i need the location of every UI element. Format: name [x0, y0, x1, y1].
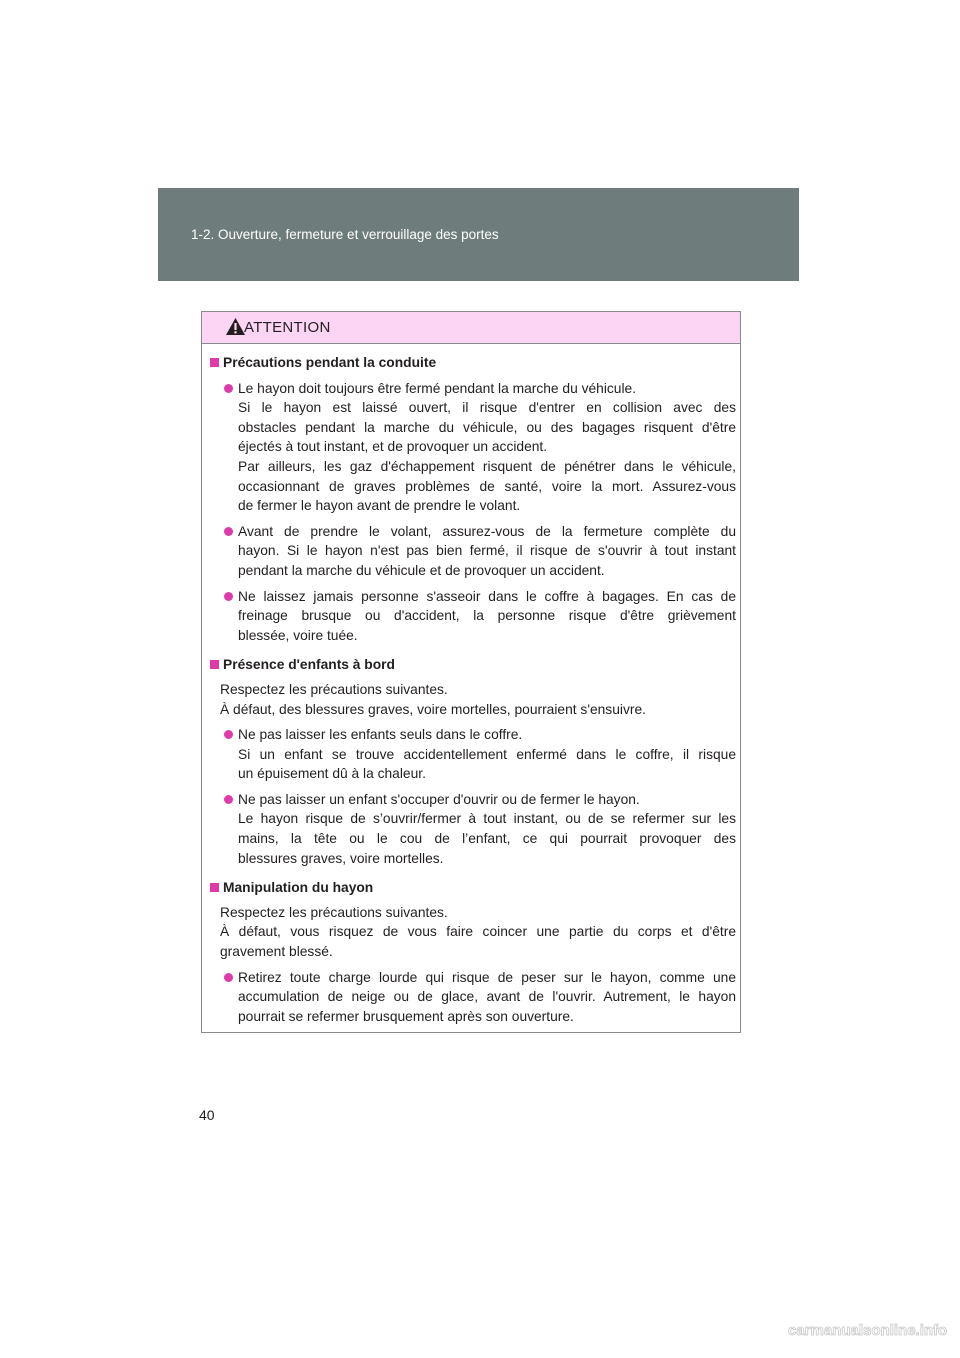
bullet-icon [224, 592, 233, 601]
text-line: un épuisement dû à la chaleur. [238, 766, 426, 782]
text-line: hayon. Si le hayon n'est pas bien fermé, il risque de s'ouvrir à tout instant [238, 543, 736, 559]
bullet-icon [224, 527, 233, 536]
text-line: pendant la marche du véhicule et de provoquer un accident. [238, 562, 605, 578]
bullet-icon [224, 795, 233, 804]
text-line: Si le hayon est laissé ouvert, il risque d'entrer en collision avec des [238, 400, 736, 416]
text-line: occasionnant de graves problèmes de santé, voire la mort. Assurez-vous [238, 478, 736, 494]
section-heading: Manipulation du hayon [209, 878, 736, 898]
bullet-item [209, 968, 736, 1027]
bullet-item [209, 379, 736, 516]
text-line: Ne laissez jamais personne s'asseoir dans le coffre à bagages. En cas de [238, 588, 736, 604]
text-line: blessures graves, voire mortelles. [238, 850, 444, 866]
page-number: 40 [199, 1107, 215, 1123]
svg-text:carmanualsonline.info: carmanualsonline.info [788, 1322, 948, 1339]
bullet-icon [224, 730, 233, 739]
text-line: Le hayon doit toujours être fermé pendant la marche du véhicule. [238, 380, 637, 396]
text-line: éjectés à tout instant, et de provoquer un accident. [238, 439, 548, 455]
text-line: Retirez toute charge lourde qui risque de peser sur le hayon, comme une [238, 969, 736, 985]
section-title: 1-2. Ouverture, fermeture et verrouillage des portes [191, 227, 499, 242]
section-intro [209, 680, 736, 719]
bullet-icon [224, 384, 233, 393]
text-line: Par ailleurs, les gaz d'échappement risquent de pénétrer dans le véhicule, [238, 458, 736, 474]
bullet-item [209, 522, 736, 581]
section-heading: Précautions pendant la conduite [209, 353, 736, 373]
text-line: À défaut, vous risquez de vous faire coincer une partie du corps et d'être [220, 924, 736, 940]
attention-content [209, 343, 736, 1026]
text-line: Ne pas laisser un enfant s'occuper d'ouvrir ou de fermer le hayon. [238, 791, 640, 807]
text-line: Respectez les précautions suivantes. [220, 904, 448, 920]
text-line: de fermer le hayon avant de prendre le volant. [238, 498, 521, 514]
text-line: pourrait se refermer brusquement après son ouverture. [238, 1008, 574, 1024]
text-line: Si un enfant se trouve accidentellement enfermé dans le coffre, il risque [238, 746, 736, 762]
attention-label: ATTENTION [244, 319, 331, 336]
bullet-item [209, 725, 736, 784]
watermark-logo [786, 1317, 958, 1343]
text-line: Respectez les précautions suivantes. [220, 681, 448, 697]
text-line: blessée, voire tuée. [238, 627, 358, 643]
text-line: Avant de prendre le volant, assurez-vous de la fermeture complète du [238, 523, 736, 539]
text-line: accumulation de neige ou de glace, avant de l'ouvrir. Autrement, le hayon [238, 989, 736, 1005]
section-intro [209, 903, 736, 962]
warning-icon [225, 317, 246, 336]
section-header [158, 188, 799, 281]
text-line: Le hayon risque de s’ouvrir/fermer à tout instant, ou de se refermer sur les [238, 811, 736, 827]
section-heading: Présence d'enfants à bord [209, 655, 736, 675]
bullet-item [209, 587, 736, 646]
text-line: mains, la tête ou le cou de l’enfant, ce qui pourrait provoquer des [238, 831, 736, 847]
text-line: gravement blessé. [220, 944, 333, 960]
attention-box [201, 311, 741, 1033]
attention-header [202, 312, 740, 344]
text-line: obstacles pendant la marche du véhicule, ou des bagages risquent d'être [238, 419, 736, 435]
text-line: freinage brusque ou d'accident, la personne risque d'être grièvement [238, 608, 736, 624]
text-line: À défaut, des blessures graves, voire mortelles, pourraient s'ensuivre. [220, 701, 646, 717]
bullet-item [209, 790, 736, 868]
bullet-icon [224, 973, 233, 982]
text-line: Ne pas laisser les enfants seuls dans le coffre. [238, 727, 523, 743]
